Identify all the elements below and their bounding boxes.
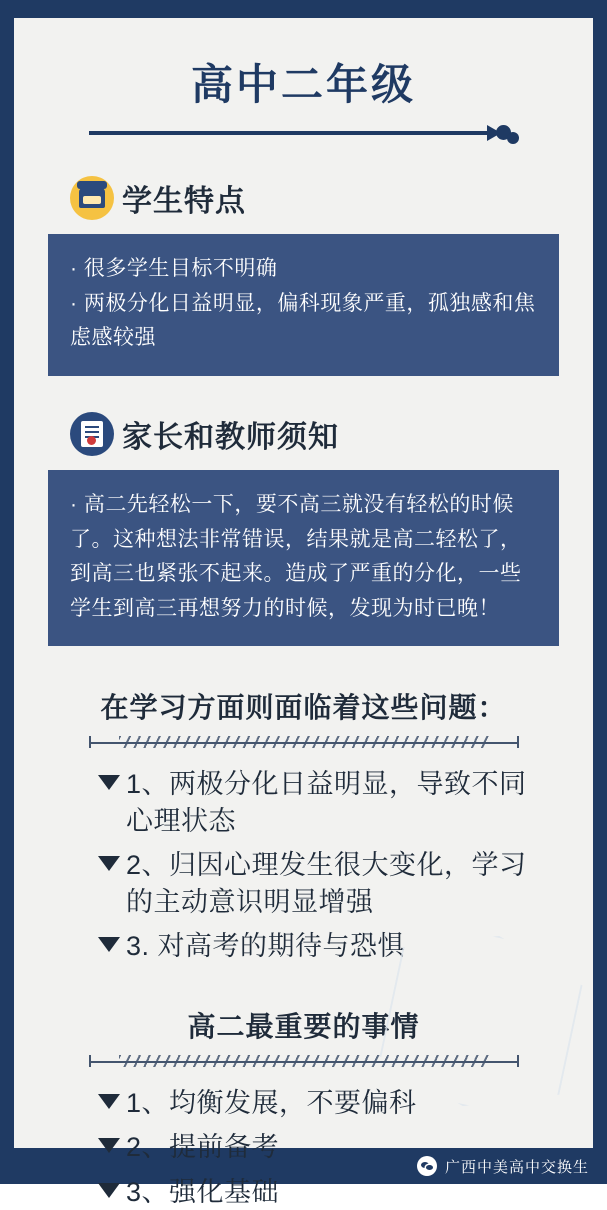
document-seal-shape — [87, 436, 96, 445]
section-2-line-1: · 高二先轻松一下，要不高三就没有轻松的时候了。这种想法非常错误，结果就是高二轻松了，到高三也紧张不起来。造成了严重的分化，一些学生到高三再想努力的时候，发现为时已晚！ — [70, 492, 522, 620]
section-heading-student — [70, 176, 593, 220]
section-2-box — [48, 470, 559, 647]
list-item-text: 3、强化基础 — [126, 1176, 280, 1207]
ornament-leaves — [119, 736, 489, 748]
page-title: 高中二年级 — [190, 60, 416, 109]
block-2-subtitle: 高二最重要的事情 — [187, 1009, 420, 1043]
block-1-ornament-rule — [89, 736, 519, 748]
list-item-text: 1、两极分化日益明显，导致不同心理状态 — [126, 769, 527, 836]
title-dot-small — [507, 132, 519, 144]
ornament-cap-left — [89, 1055, 91, 1067]
ornament-leaves — [119, 1055, 489, 1067]
list-item — [98, 847, 547, 920]
frame-right-border — [593, 0, 607, 1184]
title-underline-arrow — [89, 126, 519, 140]
section-1-box — [48, 234, 559, 376]
list-item-text: 3. 对高考的期待与恐惧 — [126, 931, 406, 962]
ornament-cap-left — [89, 736, 91, 748]
frame-left-border — [0, 0, 14, 1184]
list-item-text: 1、均衡发展，不要偏科 — [126, 1087, 417, 1118]
triangle-bullet-icon — [98, 775, 120, 790]
ornament-cap-right — [517, 736, 519, 748]
document-paper-shape — [81, 421, 103, 447]
triangle-bullet-icon — [98, 1183, 120, 1198]
section-heading-notice — [70, 412, 593, 456]
triangle-bullet-icon — [98, 1094, 120, 1109]
wechat-icon — [417, 1156, 437, 1176]
student-face-icon — [70, 176, 114, 220]
triangle-bullet-icon — [98, 856, 120, 871]
list-item — [98, 766, 547, 839]
block-2-ornament-rule — [89, 1055, 519, 1067]
list-item-text: 2、归因心理发生很大变化，学习的主动意识明显增强 — [126, 850, 527, 917]
block-1-list — [14, 766, 593, 964]
frame-top-border — [0, 0, 607, 18]
section-1-line-1: · 很多学生目标不明确 — [70, 257, 278, 280]
triangle-bullet-icon — [98, 937, 120, 952]
student-face-shape — [79, 188, 105, 208]
footer-account-name: 广西中美高中交换生 — [444, 1158, 589, 1176]
ornament-cap-right — [517, 1055, 519, 1067]
block-1-subtitle-wrap — [14, 686, 593, 748]
list-item-text: 2、提前备考 — [126, 1132, 280, 1163]
footer-bar — [0, 1148, 607, 1184]
document-seal-icon — [70, 412, 114, 456]
section-2-heading: 家长和教师须知 — [122, 419, 339, 455]
title-arrow-bar — [89, 131, 489, 135]
section-1-line-2: · 两极分化日益明显，偏科现象严重，孤独感和焦虑感较强 — [70, 291, 536, 350]
section-1-heading: 学生特点 — [122, 184, 246, 219]
block-1-subtitle: 在学习方面则面临着这些问题： — [100, 691, 507, 725]
page-title-block — [14, 52, 593, 140]
